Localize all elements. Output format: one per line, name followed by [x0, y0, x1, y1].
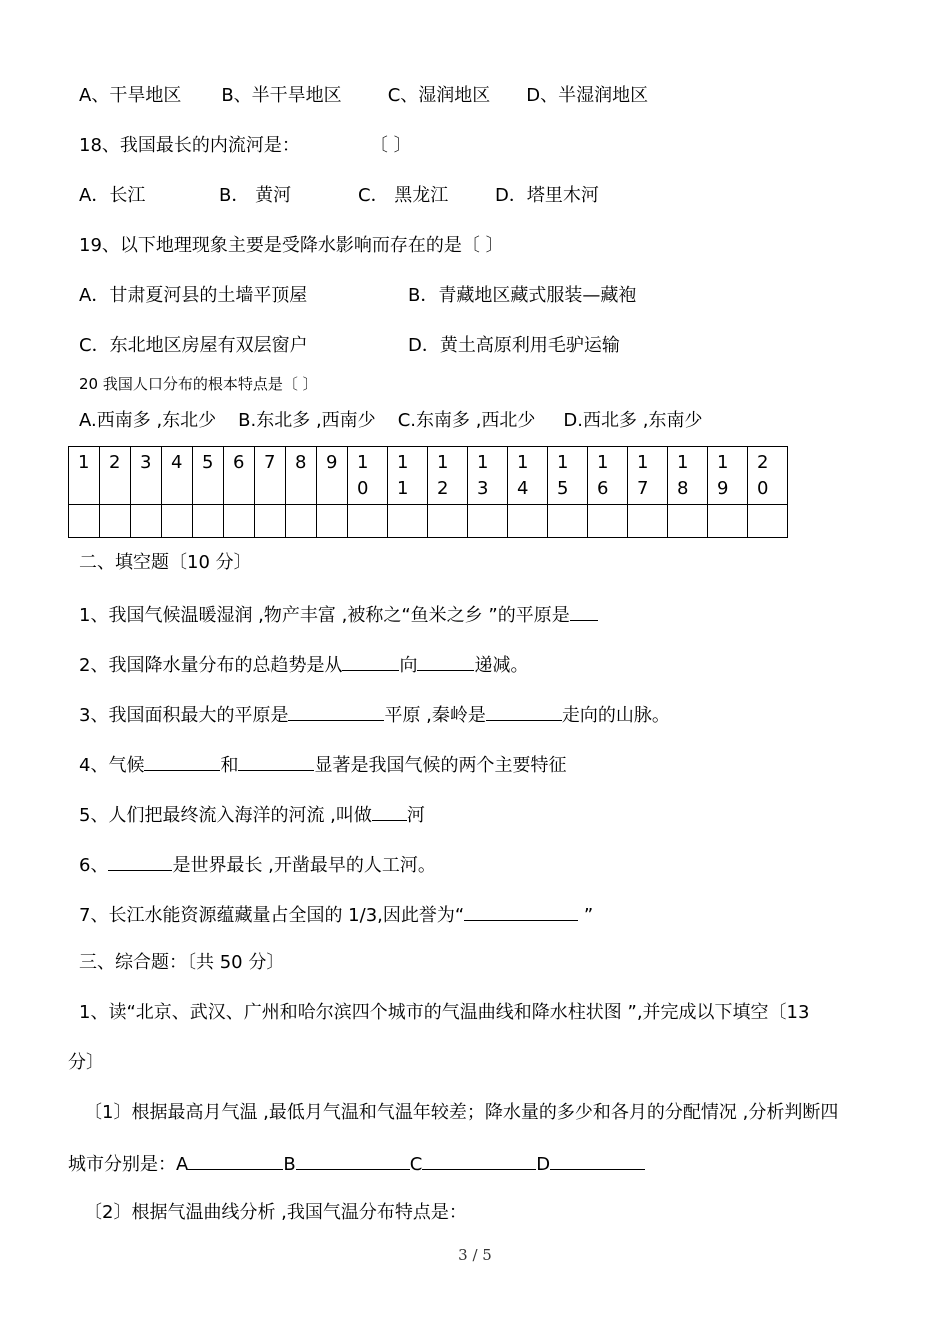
fill-q7-text-post: ”: [578, 905, 594, 926]
fill-q2-blank-1[interactable]: [342, 652, 399, 671]
comp-sub1-d-label: D: [536, 1154, 551, 1175]
answer-table-answer-row: [69, 505, 788, 538]
fill-q4-blank-2[interactable]: [238, 752, 314, 771]
q20-stem: 20 我国人口分布的根本特点是〔 〕: [79, 375, 318, 393]
comp-sub1-b-label: B: [283, 1154, 296, 1175]
answer-table-header: 14: [508, 447, 548, 505]
q20-option-a: A.西南多 ,东北少: [79, 410, 217, 431]
q17-option-a: A、干旱地区: [79, 85, 182, 106]
q18-option-a: A．长江: [79, 185, 146, 206]
q17-options: [79, 84, 648, 108]
q17-option-b: B、半干旱地区: [221, 85, 342, 106]
q19-option-d: D．黄土高原利用毛驴运输: [408, 335, 620, 356]
fill-q6-text-post: 是世界最长 ,开凿最早的人工河。: [172, 855, 436, 876]
comp-sub1-prefix: 城市分别是：A: [68, 1154, 189, 1175]
answer-cell[interactable]: [255, 505, 286, 538]
answer-cell[interactable]: [708, 505, 748, 538]
answer-cell[interactable]: [224, 505, 255, 538]
fill-q2: [79, 652, 528, 678]
answer-cell[interactable]: [428, 505, 468, 538]
q20-option-b: B.东北多 ,西南少: [238, 410, 376, 431]
answer-cell[interactable]: [69, 505, 100, 538]
fill-q5-text-pre: 5、人们把最终流入海洋的河流 ,叫做: [79, 805, 372, 826]
fill-q3-text-mid: 平原 ,秦岭是: [384, 705, 486, 726]
answer-table-header: 8: [286, 447, 317, 505]
answer-cell[interactable]: [668, 505, 708, 538]
answer-cell[interactable]: [286, 505, 317, 538]
answer-table-header: 4: [162, 447, 193, 505]
fill-q4-text-post: 显著是我国气候的两个主要特征: [314, 755, 567, 776]
answer-table-header: 3: [131, 447, 162, 505]
fill-q4-text-pre: 4、气候: [79, 755, 145, 776]
city-b-blank[interactable]: [296, 1151, 410, 1170]
answer-cell[interactable]: [628, 505, 668, 538]
answer-table-header: 15: [548, 447, 588, 505]
answer-cell[interactable]: [131, 505, 162, 538]
city-c-blank[interactable]: [422, 1151, 536, 1170]
answer-cell[interactable]: [388, 505, 428, 538]
fill-q2-text-post: 递减。: [474, 655, 529, 676]
answer-cell[interactable]: [748, 505, 788, 538]
q18-option-d: D．塔里木河: [495, 185, 599, 206]
fill-q2-text-pre: 2、我国降水量分布的总趋势是从: [79, 655, 343, 676]
q19-option-c: C．东北地区房屋有双层窗户: [79, 335, 308, 356]
fill-q5-blank[interactable]: [372, 802, 407, 821]
comp-q1-line1: 1、读“北京、武汉、广州和哈尔滨四个城市的气温曲线和降水柱状图 ”,并完成以下填空〔13: [79, 1002, 810, 1023]
fill-q4: [79, 752, 566, 778]
comp-sub1-line1: 〔1〕根据最高月气温 ,最低月气温和气温年较差；降水量的多少和各月的分配情况 ,分析判断四: [84, 1102, 839, 1123]
fill-q3-blank-2[interactable]: [486, 702, 562, 721]
fill-q7: [79, 902, 593, 928]
answer-table: [68, 446, 788, 538]
comp-sub1-line2: [68, 1151, 645, 1177]
fill-q3-blank-1[interactable]: [288, 702, 384, 721]
fill-q3-text-post: 走向的山脉。: [561, 705, 670, 726]
answer-table-header: 1: [69, 447, 100, 505]
q18-stem: 18、我国最长的内流河是：: [79, 135, 300, 156]
fill-q3: [79, 702, 670, 728]
fill-q7-text-pre: 7、长江水能资源蕴藏量占全国的 1/3,因此誉为“: [79, 905, 465, 926]
answer-table-header: 2: [100, 447, 131, 505]
answer-table-header: 17: [628, 447, 668, 505]
answer-table-header: 6: [224, 447, 255, 505]
q20-option-c: C.东南多 ,西北少: [397, 410, 536, 431]
city-a-blank[interactable]: [188, 1151, 283, 1170]
q17-option-c: C、湿润地区: [387, 85, 491, 106]
answer-cell[interactable]: [100, 505, 131, 538]
fill-q6-text-pre: 6、: [79, 855, 109, 876]
answer-cell[interactable]: [193, 505, 224, 538]
q18-stem-line: [79, 134, 412, 158]
answer-table-header: 16: [588, 447, 628, 505]
answer-cell[interactable]: [508, 505, 548, 538]
answer-table-header: 9: [317, 447, 348, 505]
q18-option-b: B． 黄河: [219, 185, 292, 206]
answer-table-header: 20: [748, 447, 788, 505]
answer-table-header: 13: [468, 447, 508, 505]
fill-q1-text: 1、我国气候温暖湿润 ,物产丰富 ,被称之“鱼米之乡 ”的平原是: [79, 605, 570, 626]
answer-cell[interactable]: [588, 505, 628, 538]
answer-table-header: 10: [348, 447, 388, 505]
q18-options: [79, 184, 599, 208]
q19-option-a: A．甘肃夏河县的土墙平顶屋: [79, 285, 308, 306]
answer-table-header-row: [69, 447, 788, 505]
comp-sub2: 〔2〕根据气温曲线分析 ,我国气温分布特点是：: [84, 1202, 467, 1223]
answer-table-header: 5: [193, 447, 224, 505]
city-d-blank[interactable]: [550, 1151, 645, 1170]
page-number: 3 / 5: [458, 1246, 492, 1264]
q20-option-d: D.西北多 ,东南少: [563, 410, 703, 431]
fill-q5: [79, 802, 425, 828]
fill-q7-blank[interactable]: [464, 902, 578, 921]
fill-q2-text-mid: 向: [399, 655, 418, 676]
comp-sub1-c-label: C: [409, 1154, 423, 1175]
fill-q5-text-post: 河: [406, 805, 425, 826]
q19-stem: 19、以下地理现象主要是受降水影响而存在的是〔 〕: [79, 235, 504, 256]
section2-title: 二、填空题〔10 分〕: [79, 552, 252, 573]
q20-options: [79, 409, 702, 433]
answer-cell[interactable]: [348, 505, 388, 538]
q18-bracket: 〔 〕: [369, 135, 412, 156]
answer-cell[interactable]: [162, 505, 193, 538]
comp-q1-line2: 分〕: [68, 1052, 104, 1073]
q19-option-b: B．青藏地区藏式服装—藏袍: [408, 285, 637, 306]
answer-cell[interactable]: [468, 505, 508, 538]
fill-q3-text-pre: 3、我国面积最大的平原是: [79, 705, 289, 726]
fill-q6-blank[interactable]: [108, 852, 172, 871]
answer-table-header: 11: [388, 447, 428, 505]
fill-q1: [79, 602, 598, 628]
answer-cell[interactable]: [548, 505, 588, 538]
answer-table-header: 18: [668, 447, 708, 505]
fill-q2-blank-2[interactable]: [417, 652, 474, 671]
answer-table-header: 7: [255, 447, 286, 505]
fill-q4-text-mid: 和: [220, 755, 239, 776]
fill-q1-blank[interactable]: [570, 602, 598, 621]
answer-table-header: 12: [428, 447, 468, 505]
q17-option-d: D、半湿润地区: [526, 85, 649, 106]
answer-table-header: 19: [708, 447, 748, 505]
q18-option-c: C． 黑龙江: [358, 185, 449, 206]
answer-cell[interactable]: [317, 505, 348, 538]
section3-title: 三、综合题：〔共 50 分〕: [79, 952, 285, 973]
fill-q4-blank-1[interactable]: [144, 752, 220, 771]
fill-q6: [79, 852, 436, 878]
